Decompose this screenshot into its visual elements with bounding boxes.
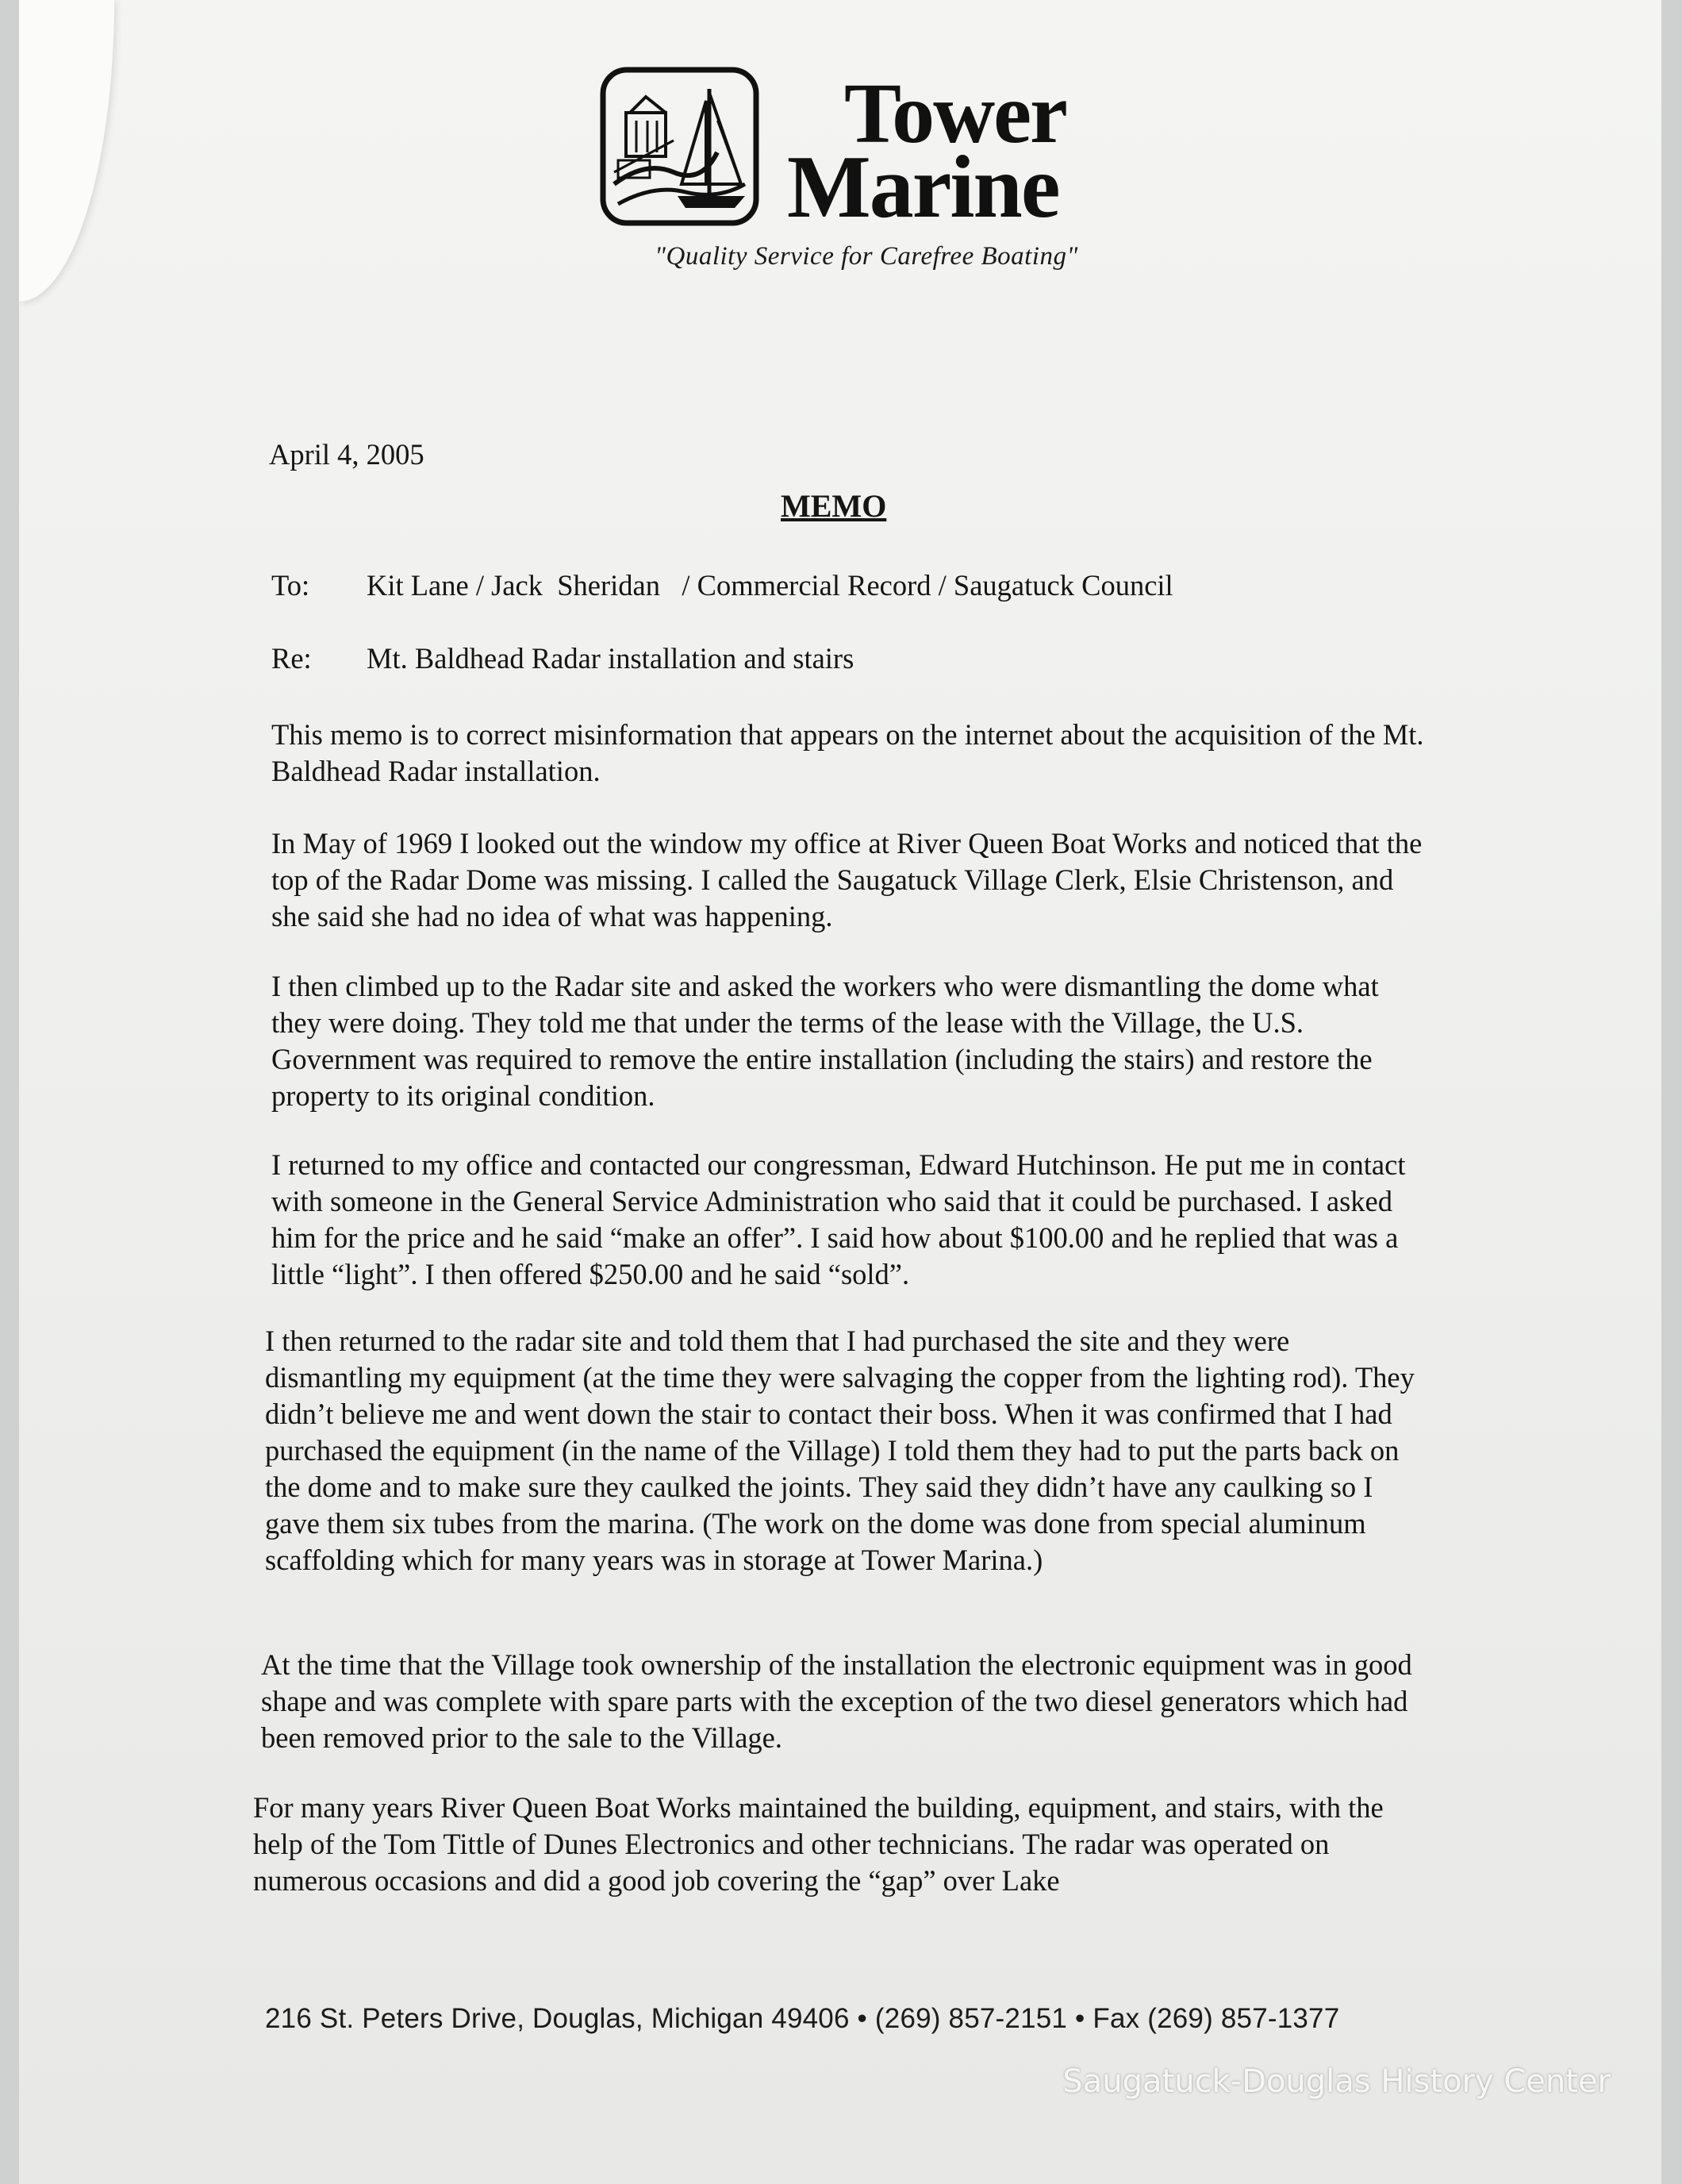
history-center-watermark: Saugatuck-Douglas History Center: [1062, 2063, 1611, 2100]
re-value: Mt. Baldhead Radar installation and stairs: [367, 642, 854, 675]
brand-name-line2: Marine: [787, 138, 1059, 236]
paragraph-2: In May of 1969 I looked out the window my office at River Queen Boat Works and noticed that the top of the Radar Dome was missing. I called the Saugatuck Village Clerk, Elsie Christenson, and she said she had no idea of what was happening.: [271, 827, 1423, 932]
to-value: Kit Lane / Jack Sheridan / Commercial Record / Saugatuck Council: [367, 569, 1173, 602]
re-field: [271, 640, 854, 677]
letterhead: [574, 56, 1177, 294]
memo-date: April 4, 2005: [269, 438, 424, 471]
to-field: [271, 567, 1173, 604]
paragraph-3: I then climbed up to the Radar site and asked the workers who were dismantling the dome what they were doing. They told me that under the terms of the lease with the Village, the U.S. Government was required to remove the entire installation (including the stairs) and restore the property to its original condition.: [271, 970, 1379, 1112]
memo-page: [19, 0, 1661, 2184]
tagline: "Quality Service for Carefree Boating": [655, 242, 1078, 271]
paragraph-1: This memo is to correct misinformation that appears on the internet about the acquisition of the Mt. Baldhead Radar installation.: [271, 718, 1424, 787]
paragraph-5: I then returned to the radar site and told them that I had purchased the site and they were dismantling my equipment (at the time they were salvaging the copper from the lighting rod). They didn’t believe me and went down the stair to contact their boss. When it was confirmed that I had purchased the equipment (in the name of the Village) I told them they had to put the parts back on the dome and to make sure they caulked the joints. They said they didn’t have any caulking so I gave them six tubes from the marina. (The work on the dome was done from special aluminum scaffolding which for many years was in storage at Tower Marina.): [265, 1325, 1415, 1576]
paragraph-6: At the time that the Village took ownership of the installation the electronic equipment was in good shape and was complete with spare parts with the exception of the two diesel generators which had been removed prior to the sale to the Village.: [261, 1648, 1412, 1754]
marina-sailboat-logo-icon: [598, 65, 761, 228]
re-label: Re:: [271, 642, 312, 675]
brand-name-line1: Tower: [844, 67, 1066, 161]
to-label: To:: [271, 569, 310, 602]
footer-address: 216 St. Peters Drive, Douglas, Michigan 49406 • (269) 857-2151 • Fax (269) 857-1377: [265, 2003, 1340, 2034]
paragraph-4: I returned to my office and contacted our congressman, Edward Hutchinson. He put me in contact with someone in the General Service Administration who said that it could be purchased. I asked him for the price and he said “make an offer”. I said how about $100.00 and he replied that was a little “light”. I then offered $250.00 and he said “sold”.: [271, 1148, 1406, 1290]
paragraph-7: For many years River Queen Boat Works maintained the building, equipment, and stairs, with the help of the Tom Tittle of Dunes Electronics and other technicians. The radar was operated on numerous occasions and did a good job covering the “gap” over Lake: [253, 1791, 1384, 1897]
curled-corner: [19, 0, 114, 302]
memo-title: MEMO: [781, 488, 887, 524]
